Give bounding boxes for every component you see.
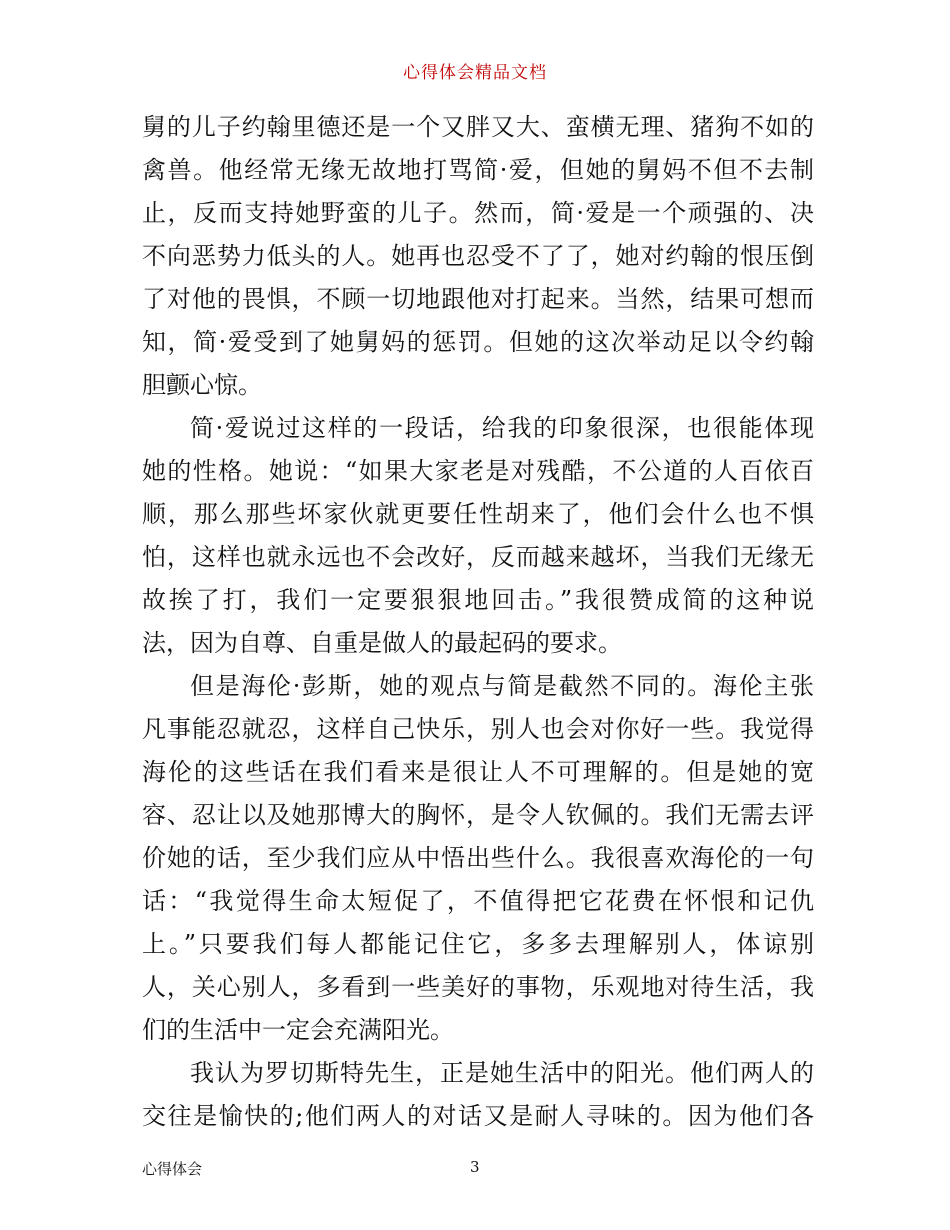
document-body — [142, 106, 814, 1138]
text-line: 们的生活中一定会充满阳光。 — [142, 1016, 454, 1044]
text-line: 价她的话，至少我们应从中悟出些什么。我很喜欢海伦的一句 — [142, 844, 814, 872]
text-line: 容、忍让以及她那博大的胸怀，是令人钦佩的。我们无需去评 — [142, 801, 814, 829]
page-number: 3 — [470, 1158, 480, 1176]
text-line: 怕，这样也就永远也不会改好，反而越来越坏，当我们无缘无 — [142, 543, 814, 571]
paragraph — [142, 106, 814, 407]
text-line: 她的性格。她说：“如果大家老是对残酷，不公道的人百依百 — [142, 457, 814, 485]
text-line: 胆颤心惊。 — [142, 371, 262, 399]
text-line: 故挨了打，我们一定要狠狠地回击。”我很赞成简的这种说 — [142, 586, 814, 614]
footer-label: 心得体会 — [142, 1160, 203, 1178]
paragraph — [142, 665, 814, 1052]
text-line: 止，反而支持她野蛮的儿子。然而，简·爱是一个顽强的、决 — [142, 199, 814, 227]
text-line: 不向恶势力低头的人。她再也忍受不了了，她对约翰的恨压倒 — [142, 242, 814, 270]
text-line: 顺，那么那些坏家伙就更要任性胡来了，他们会什么也不惧 — [142, 500, 814, 528]
text-line: 了对他的畏惧，不顾一切地跟他对打起来。当然，结果可想而 — [142, 285, 814, 313]
text-line: 舅的儿子约翰里德还是一个又胖又大、蛮横无理、猪狗不如的 — [142, 113, 814, 141]
paragraph — [142, 407, 814, 665]
text-line: 交往是愉快的;他们两人的对话又是耐人寻味的。因为他们各 — [142, 1102, 814, 1130]
text-line: 我认为罗切斯特先生，正是她生活中的阳光。他们两人的 — [190, 1059, 814, 1087]
text-line: 简·爱说过这样的一段话，给我的印象很深，也很能体现 — [190, 414, 814, 442]
text-line: 法，因为自尊、自重是做人的最起码的要求。 — [142, 629, 622, 657]
text-line: 禽兽。他经常无缘无故地打骂简·爱，但她的舅妈不但不去制 — [142, 156, 814, 184]
paragraph — [142, 1052, 814, 1138]
text-line: 人，关心别人，多看到一些美好的事物，乐观地对待生活，我 — [142, 973, 814, 1001]
text-line: 知，简·爱受到了她舅妈的惩罚。但她的这次举动足以令约翰 — [142, 328, 814, 356]
text-line: 但是海伦·彭斯，她的观点与简是截然不同的。海伦主张 — [190, 672, 814, 700]
text-line: 凡事能忍就忍，这样自己快乐，别人也会对你好一些。我觉得 — [142, 715, 814, 743]
document-header-title: 心得体会精品文档 — [403, 63, 547, 83]
text-line: 上。”只要我们每人都能记住它，多多去理解别人，体谅别 — [142, 930, 814, 958]
text-line: 海伦的这些话在我们看来是很让人不可理解的。但是她的宽 — [142, 758, 814, 786]
text-line: 话：“我觉得生命太短促了，不值得把它花费在怀恨和记仇 — [142, 887, 814, 915]
